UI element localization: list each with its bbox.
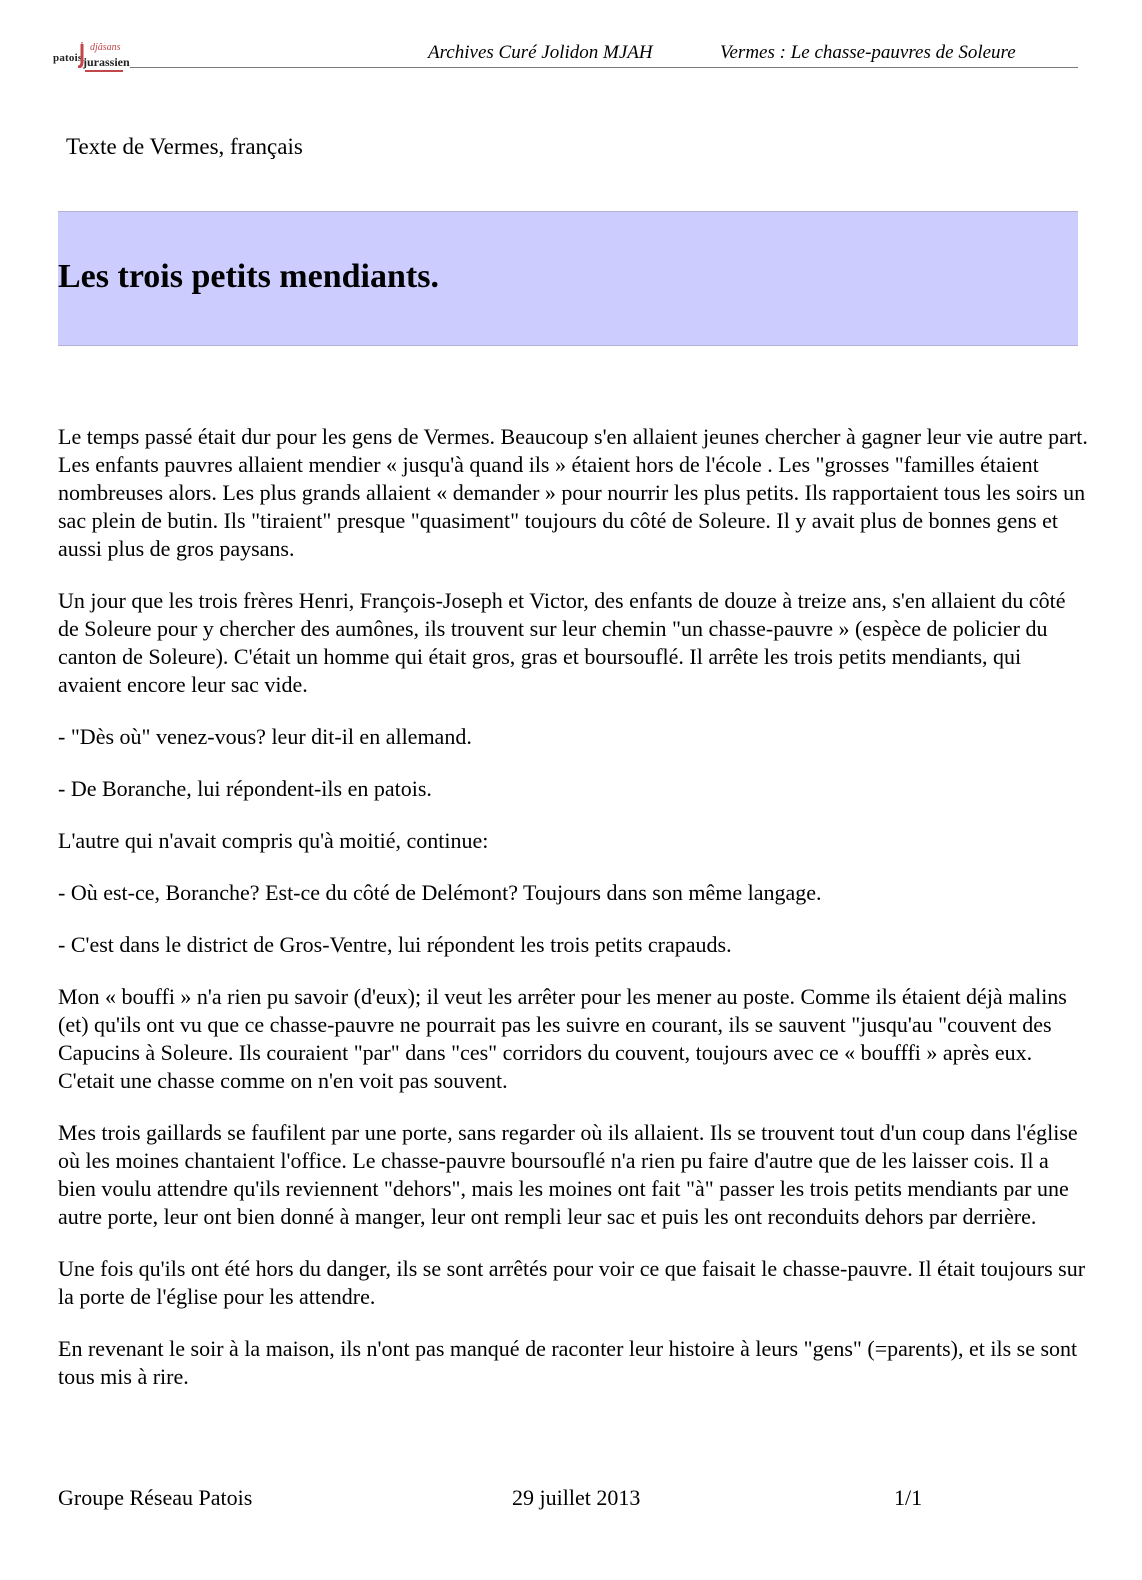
patois-jurassien-logo: [50, 38, 130, 70]
logo-text-djasans: djâsans: [90, 42, 121, 53]
header-divider: [130, 67, 1078, 68]
paragraph: Mes trois gaillards se faufilent par une porte, sans regarder où ils allaient. Ils se trouvent tout d'un coup dans l'église où les moines chantaient l'office. Le chasse-pauvre boursouflé n'a rien pu faire d'autre que de les laisser cois. Il a bien voulu attendre qu'ils reviennent "dehors", mais les moines ont fait "à" passer les trois petits mendiants par une autre porte, leur ont bien donné à manger, leur ont rempli leur sac et puis les ont reconduits dehors par derrière.: [58, 1120, 1078, 1229]
title-banner: [58, 211, 1078, 346]
logo-text-jurassien: jurassien: [83, 55, 130, 69]
footer-page-number: 1/1: [894, 1485, 923, 1510]
paragraph: - Où est-ce, Boranche? Est-ce du côté de Delémont? Toujours dans son même langage.: [58, 880, 822, 905]
paragraph: Mon « bouffi » n'a rien pu savoir (d'eux); il veut les arrêter pour les mener au poste. Comme ils étaient déjà malins (et) qu'ils ont vu que ce chasse-pauvre ne pourrait pas les suivre en courant, ils se sauvent "jusqu'au "couvent des Capucins à Soleure. Ils couraient "par" dans "ces" corridors du couvent, toujours avec ce « boufffi » après eux. C'etait une chasse comme on n'en voit pas souvent.: [58, 984, 1067, 1093]
logo-underline: [85, 70, 123, 72]
paragraph: - "Dès où" venez-vous? leur dit-il en allemand.: [58, 724, 472, 749]
paragraph: - De Boranche, lui répondent-ils en patois.: [58, 776, 432, 801]
archive-label: Archives Curé Jolidon MJAH: [428, 42, 653, 63]
paragraph: Le temps passé était dur pour les gens de Vermes. Beaucoup s'en allaient jeunes chercher à gagner leur vie autre part. Les enfants pauvres allaient mendier « jusqu'à quand ils » étaient hors de l'école . Les "grosses "familles étaient nombreuses alors. Les plus grands allaient « demander » pour nourrir les plus petits. Ils rapportaient tous les soirs un sac plein de butin. Ils "tiraient" presque "quasiment" toujours du côté de Soleure. Il y avait plus de bonnes gens et aussi plus de gros paysans.: [58, 424, 1088, 561]
document-label: Vermes : Le chasse-pauvres de Soleure: [720, 42, 1016, 63]
paragraph: - C'est dans le district de Gros-Ventre, lui répondent les trois petits crapauds.: [58, 932, 732, 957]
logo-text-patois: patois: [53, 52, 83, 64]
footer-date: 29 juillet 2013: [512, 1485, 641, 1510]
paragraph: Un jour que les trois frères Henri, François-Joseph et Victor, des enfants de douze à treize ans, s'en allaient du côté de Soleure pour y chercher des aumônes, ils trouvent sur leur chemin "un chasse-pauvre » (espèce de policier du canton de Soleure). C'était un homme qui était gros, gras et boursouflé. Il arrête les trois petits mendiants, qui avaient encore leur sac vide.: [58, 588, 1066, 697]
page-subtitle: Texte de Vermes, français: [66, 134, 303, 159]
paragraph: Une fois qu'ils ont été hors du danger, ils se sont arrêtés pour voir ce que faisait le chasse-pauvre. Il était toujours sur la porte de l'église pour les attendre.: [58, 1256, 1086, 1309]
page-title: Les trois petits mendiants.: [58, 258, 439, 295]
footer-group: Groupe Réseau Patois: [58, 1485, 253, 1510]
story-body: [58, 423, 1088, 1415]
page-header: [50, 38, 1078, 70]
paragraph: En revenant le soir à la maison, ils n'ont pas manqué de raconter leur histoire à leurs "gens" (=parents), et ils se sont tous mis à rire.: [58, 1336, 1078, 1389]
paragraph: L'autre qui n'avait compris qu'à moitié, continue:: [58, 828, 489, 853]
